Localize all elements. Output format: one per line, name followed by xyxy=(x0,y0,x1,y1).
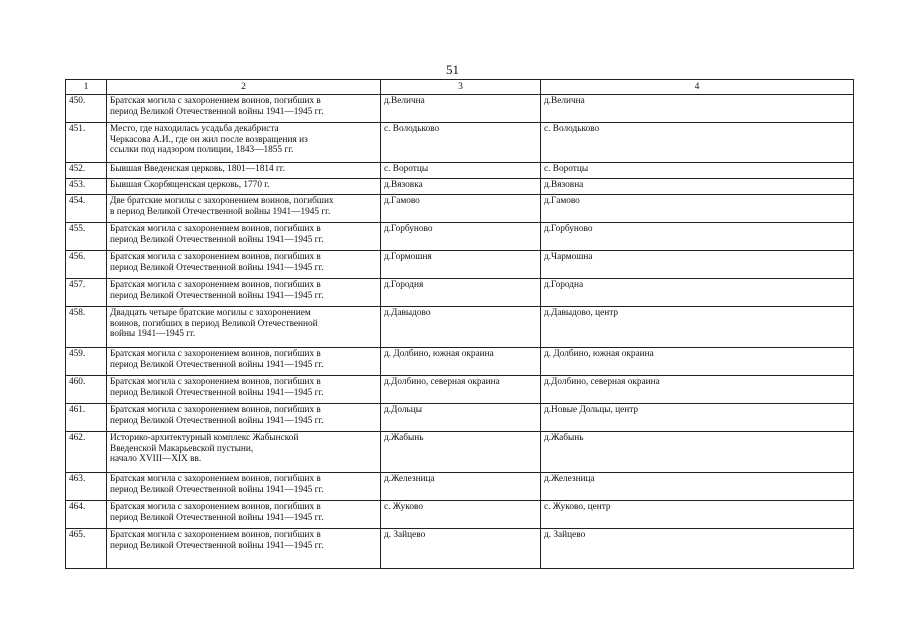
table-row xyxy=(66,95,854,123)
table-row xyxy=(66,307,854,348)
table-row xyxy=(66,473,854,501)
table-row xyxy=(66,195,854,223)
address: д.Городна xyxy=(541,279,854,307)
location: с. Воротцы xyxy=(381,163,541,179)
address: д.Жабынь xyxy=(541,432,854,473)
table-row xyxy=(66,279,854,307)
address: д.Гамово xyxy=(541,195,854,223)
address: д.Велична xyxy=(541,95,854,123)
object-name: Братская могила с захоронением воинов, погибших в период Великой Отечественной войны 1941—1945 гг. xyxy=(107,529,381,569)
object-name: Братская могила с захоронением воинов, погибших в период Великой Отечественной войны 1941—1945 гг. xyxy=(107,348,381,376)
location: с. Володьково xyxy=(381,123,541,163)
location: д.Горбуново xyxy=(381,223,541,251)
object-name: Братская могила с захоронением воинов, погибших в период Великой Отечественной войны 1941—1945 гг. xyxy=(107,404,381,432)
object-name: Братская могила с захоронением воинов, погибших в период Великой Отечественной войны 1941—1945 гг. xyxy=(107,473,381,501)
object-name: Двадцать четыре братские могилы с захоронением воинов, погибших в период Великой Отечественной войны 1941—1945 гг. xyxy=(107,307,381,348)
table-row xyxy=(66,348,854,376)
row-number: 463. xyxy=(66,473,107,501)
table-row xyxy=(66,501,854,529)
row-number: 454. xyxy=(66,195,107,223)
row-number: 461. xyxy=(66,404,107,432)
row-number: 459. xyxy=(66,348,107,376)
object-name: Бывшая Скорбященская церковь, 1770 г. xyxy=(107,179,381,195)
address: с. Воротцы xyxy=(541,163,854,179)
object-name: Бывшая Введенская церковь, 1801—1814 гг. xyxy=(107,163,381,179)
location: д.Велична xyxy=(381,95,541,123)
object-name: Братская могила с захоронением воинов, погибших в период Великой Отечественной войны 1941—1945 гг. xyxy=(107,279,381,307)
row-number: 453. xyxy=(66,179,107,195)
location: д.Железница xyxy=(381,473,541,501)
row-number: 457. xyxy=(66,279,107,307)
location: д.Гамово xyxy=(381,195,541,223)
table-row xyxy=(66,163,854,179)
location: д. Долбино, южная окраина xyxy=(381,348,541,376)
address: д.Горбуново xyxy=(541,223,854,251)
table-row xyxy=(66,123,854,163)
address: д.Давыдово, центр xyxy=(541,307,854,348)
header-col-2: 2 xyxy=(107,80,381,95)
object-name: Братская могила с захоронением воинов, погибших в период Великой Отечественной войны 1941—1945 гг. xyxy=(107,501,381,529)
table-row xyxy=(66,432,854,473)
address: д. Долбино, южная окраина xyxy=(541,348,854,376)
row-number: 460. xyxy=(66,376,107,404)
table-row xyxy=(66,529,854,569)
object-name: Братская могила с захоронением воинов, погибших в период Великой Отечественной войны 1941—1945 гг. xyxy=(107,251,381,279)
table-row xyxy=(66,251,854,279)
location: д. Зайцево xyxy=(381,529,541,569)
row-number: 452. xyxy=(66,163,107,179)
object-name: Историко-архитектурный комплекс Жабынской Введенской Макарьевской пустыни, начало XVIII—XIX вв. xyxy=(107,432,381,473)
header-col-4: 4 xyxy=(541,80,854,95)
table-row xyxy=(66,223,854,251)
address: д. Зайцево xyxy=(541,529,854,569)
table-row xyxy=(66,376,854,404)
row-number: 456. xyxy=(66,251,107,279)
header-row xyxy=(66,80,854,95)
row-number: 451. xyxy=(66,123,107,163)
address: с. Жуково, центр xyxy=(541,501,854,529)
object-name: Братская могила с захоронением воинов, погибших в период Великой Отечественной войны 1941—1945 гг. xyxy=(107,376,381,404)
heritage-table xyxy=(65,79,854,569)
page-number: 51 xyxy=(446,62,459,77)
location: д.Давыдово xyxy=(381,307,541,348)
location: с. Жуково xyxy=(381,501,541,529)
row-number: 458. xyxy=(66,307,107,348)
location: д.Вязовка xyxy=(381,179,541,195)
row-number: 465. xyxy=(66,529,107,569)
object-name: Место, где находилась усадьба декабриста Черкасова А.И., где он жил после возвращения из ссылки под надзором полиции, 1843—1855 гг. xyxy=(107,123,381,163)
address: д.Чармошна xyxy=(541,251,854,279)
address: д.Вязовна xyxy=(541,179,854,195)
location: д.Городня xyxy=(381,279,541,307)
location: д.Долбино, северная окраина xyxy=(381,376,541,404)
row-number: 450. xyxy=(66,95,107,123)
address: д.Долбино, северная окраина xyxy=(541,376,854,404)
table-row xyxy=(66,179,854,195)
address: с. Володьково xyxy=(541,123,854,163)
location: д.Дольцы xyxy=(381,404,541,432)
object-name: Братская могила с захоронением воинов, погибших в период Великой Отечественной войны 1941—1945 гг. xyxy=(107,95,381,123)
location: д.Жабынь xyxy=(381,432,541,473)
header-col-3: 3 xyxy=(381,80,541,95)
row-number: 464. xyxy=(66,501,107,529)
row-number: 462. xyxy=(66,432,107,473)
header-col-1: 1 xyxy=(66,80,107,95)
address: д.Железница xyxy=(541,473,854,501)
location: д.Гормошня xyxy=(381,251,541,279)
table-row xyxy=(66,404,854,432)
object-name: Две братские могилы с захоронением воинов, погибших в период Великой Отечественной войны 1941—1945 гг. xyxy=(107,195,381,223)
address: д.Новые Дольцы, центр xyxy=(541,404,854,432)
object-name: Братская могила с захоронением воинов, погибших в период Великой Отечественной войны 1941—1945 гг. xyxy=(107,223,381,251)
row-number: 455. xyxy=(66,223,107,251)
